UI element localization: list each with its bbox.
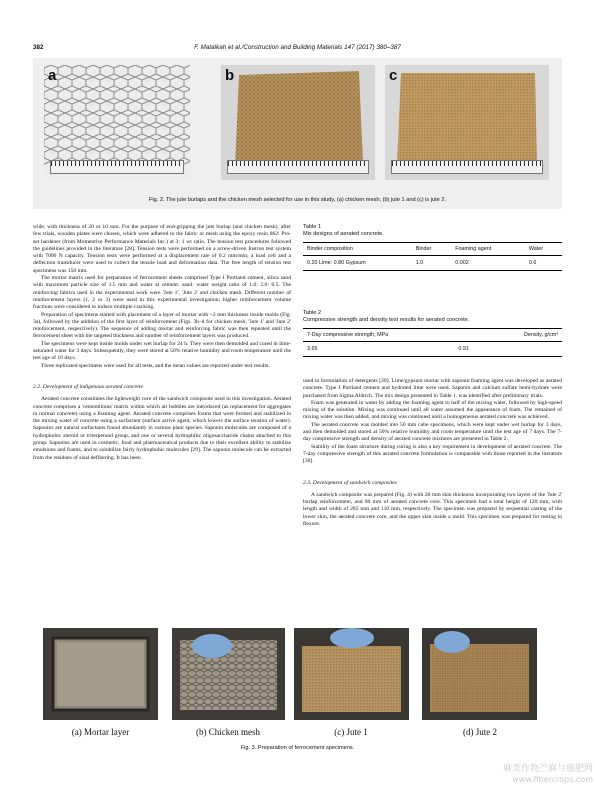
paragraph: Preparation of specimens started with placement of a layer of mortar with ~2 mm thickness inside molds (Fig. 3a), followed by the addition of the first layer of reinforcement (Figs. 3b–d for chicken mesh, 'Jute 1' and 'Jute 2' reinforcement, respectively). The sequence of adding mortar and reinforcing fabric was then repeated until the ferrocement sheet with the targeted thickness and number of reinforcement layers was produced. [33, 311, 291, 340]
figure-3-panel-a [43, 628, 158, 720]
scale-ruler [391, 160, 543, 174]
figure-2-panel-c [385, 65, 549, 180]
paragraph: The aerated concrete was molded into 50 mm cube specimens, which were kept under wet burlap for 3 days, and then demolded and stored at 50% relative humidity and room temperature until the test age of 7 days. The 7-day compressive strength and density of aerated concrete mixtures are presented in Table 2. [303, 421, 562, 443]
right-column [303, 378, 562, 528]
table-header-cell: Binder [412, 243, 451, 256]
running-title: F. Matalkah et al./Construction and Building Materials 147 (2017) 380–387 [194, 44, 401, 51]
table-header-cell: Foaming agent [451, 243, 525, 256]
paragraph: The mortar matrix used for preparation of ferrocement sheets comprised Type I Portland cement, silica sand with maximum particle size of 1.5 mm and water at cement: sand: water weight ratio of 1.0: 2.0: 0.5. The reinforcing fabrics used in the experimental work were 'Jute 1', 'Jute 2' and chicken mesh. Different number of reinforcement layers (1, 2 or 3) were used in this experimental investigation; higher reinforcement volume fractions were considered to induce multiple cracking. [33, 275, 291, 311]
table-header-cell: 7-Day compressive strength, MPa [303, 329, 458, 342]
table-2 [303, 310, 562, 357]
table-2-label: Table 2 [303, 310, 322, 316]
scale-ruler [227, 160, 369, 174]
figure-2-panel-a [44, 65, 190, 180]
paragraph: wide, with thickness of 20 or 10 mm. For the purpose of end-gripping the jute burlap (and chicken mesh), after few trials, wooden plates were chosen, which were adhered to the fabric or mesh using the epoxy resin 862: Pro-set hardener (from Momentive Performance Materials Inc.) at 3: 1 wt ratio. The tension test procedures followed the guidelines provided in the literature [28]. Tension tests were performed on a screw-driven Instron test system with 7000 N capacity. Tension tests were performed at a displacement rate of 0.2 mm/min; a load cell and a deflection transducer were used to collect the tensile load and deformation data. The free length of tension test specimens was 150 mm. [33, 224, 291, 274]
table-1-caption: Mix designs of aerated concrete. [303, 231, 384, 237]
figure-3-panel-d [422, 628, 537, 720]
figure-3-subcaption-d: (d) Jute 2 [463, 727, 497, 737]
table-cell: 0.6 [525, 256, 562, 271]
page-number: 382 [33, 44, 44, 51]
mortar-layer-image [43, 628, 158, 720]
paragraph: Stability of the foam structure during curing is also a key requirement in development of aerated concrete. The 7-day compressive strength of this aerated concrete formulation is comparable with those reported in the literature [30]. [303, 443, 562, 465]
watermark-line-1: 麻类作物苎麻与施肥网 [502, 764, 593, 774]
watermark [468, 764, 593, 785]
table-1-label: Table 1 [303, 224, 322, 230]
figure-2 [33, 58, 562, 209]
table-2-grid [303, 328, 562, 357]
figure-3-caption: Fig. 3. Preparation of ferrocement specimens. [240, 745, 355, 751]
jute-1-mold-image [294, 628, 409, 720]
table-cell: 1.0 [412, 256, 451, 271]
figure-3 [33, 624, 562, 754]
chicken-mesh-mold-image [172, 628, 285, 720]
table-cell: 0.91 [458, 342, 562, 357]
section-heading: 2.3. Development of sandwich composites [303, 479, 397, 486]
paragraph: A sandwich composite was prepared (Fig. 4) with 20 mm skin thickness incorporating two layers of the 'Jute 2' burlap reinforcement, and 80 mm of aerated concrete core. This specimen had a total height of 120 mm, with length and width of 285 mm and 110 mm, respectively. The specimen was prepared by sequential casting of the lower skin, the aerated concrete core, and the upper skin inside a mold. This specimen was prepared for testing in flexure. [303, 491, 562, 528]
table-cell: 0.002 [451, 256, 525, 271]
jute-2-mold-image [422, 628, 537, 720]
figure-3-subcaption-b: (b) Chicken mesh [196, 727, 260, 737]
table-row [303, 256, 562, 271]
table-header-cell: Density, g/cm³ [458, 329, 562, 342]
table-cell: 0.20 Lime: 0.80 Gypsum [303, 256, 412, 271]
left-column [33, 224, 291, 462]
figure-3-panel-c [294, 628, 409, 720]
section-heading: 2.2. Development of indigenous aerated concrete [33, 383, 143, 390]
table-1 [303, 224, 562, 271]
table-header-row [303, 329, 562, 342]
figure-3-subcaption-a: (a) Mortar layer [71, 727, 130, 737]
figure-3-panel-b [172, 628, 285, 720]
paragraph: The specimens were kept inside molds under wet burlap for 24 h. They were then demolded and cured in lime-saturated water for 3 days. Subsequently, they were stored at 50% relative humidity and room temperature until the test age of 10 days. [33, 340, 291, 362]
scale-ruler [50, 160, 184, 174]
panel-letter-b: b [225, 67, 235, 84]
figure-2-caption: Fig. 2. The jute burlaps and the chicken mesh selected for use in this study, (a) chicken mesh; (b) jute 1 and (c) is jute 2. [148, 197, 447, 203]
paragraph: used in formulation of detergents [20]. Lime/gypsum mortar with saponin foaming agent was developed as aerated concrete. Type I Portland cement and hydrated lime were used. Saponin and calcium sulfate hemi-hydrate were purchased from Sigma Aldrich. The mix design presented in Table 1. was identified after preliminary trials. [303, 378, 562, 399]
paragraph: Three replicated specimens were used for all tests, and the mean values are reported under test results. [41, 362, 270, 369]
table-header-cell: Water [525, 243, 562, 256]
figure-2-panel-b [221, 65, 375, 180]
table-1-grid [303, 242, 562, 271]
paragraph: Foam was generated in water by adding the foaming agent to half of the mixing water, followed by high-speed mixing of the solution. Mixing was continued until all water assumed the appearance of foam. The remained of mixing water was then added, and mixing was continued until a homogeneous aerated concrete was achieved. [303, 399, 562, 421]
table-row [303, 342, 562, 357]
table-header-cell: Binder composition [303, 243, 412, 256]
table-2-caption: Compressive strength and density test results for aerated concrete. [303, 317, 470, 323]
panel-letter-c: c [389, 67, 398, 84]
table-header-row [303, 243, 562, 256]
panel-letter-a: a [48, 67, 57, 84]
paragraph: Aerated concrete constitutes the lightweight core of the sandwich composite used in this investigation. Aerated concrete comprises a 'cementitious' matrix within which air bubbles are introduced (as replacement for aggregates in normal concrete) using a foaming agent. Aerated concrete comprises foams that were formed and stabilized in the mixing water of concrete using a surfactant (surface active agent, which lowers the surface tension of water). Saponins are natural surfactants found abundantly in various plant species. Saponin molecules are composed of a hydrophobic steroid or triterpenoid group, and one or several hydrophilic oligosaccharide chains attached to this group. Saponins are used in cosmetic, food and pharmaceutical products due to their excellent ability to stabilize emulsions and foams, and to solubilize fairly hydrophobic molecules [29]. The saponin molecule can be extracted from the residues of sisal defibering. It has been [33, 396, 291, 461]
watermark-line-2: www.fibercrops.com [512, 775, 593, 784]
table-cell: 3.65 [303, 342, 458, 357]
figure-3-subcaption-c: (c) Jute 1 [334, 727, 368, 737]
